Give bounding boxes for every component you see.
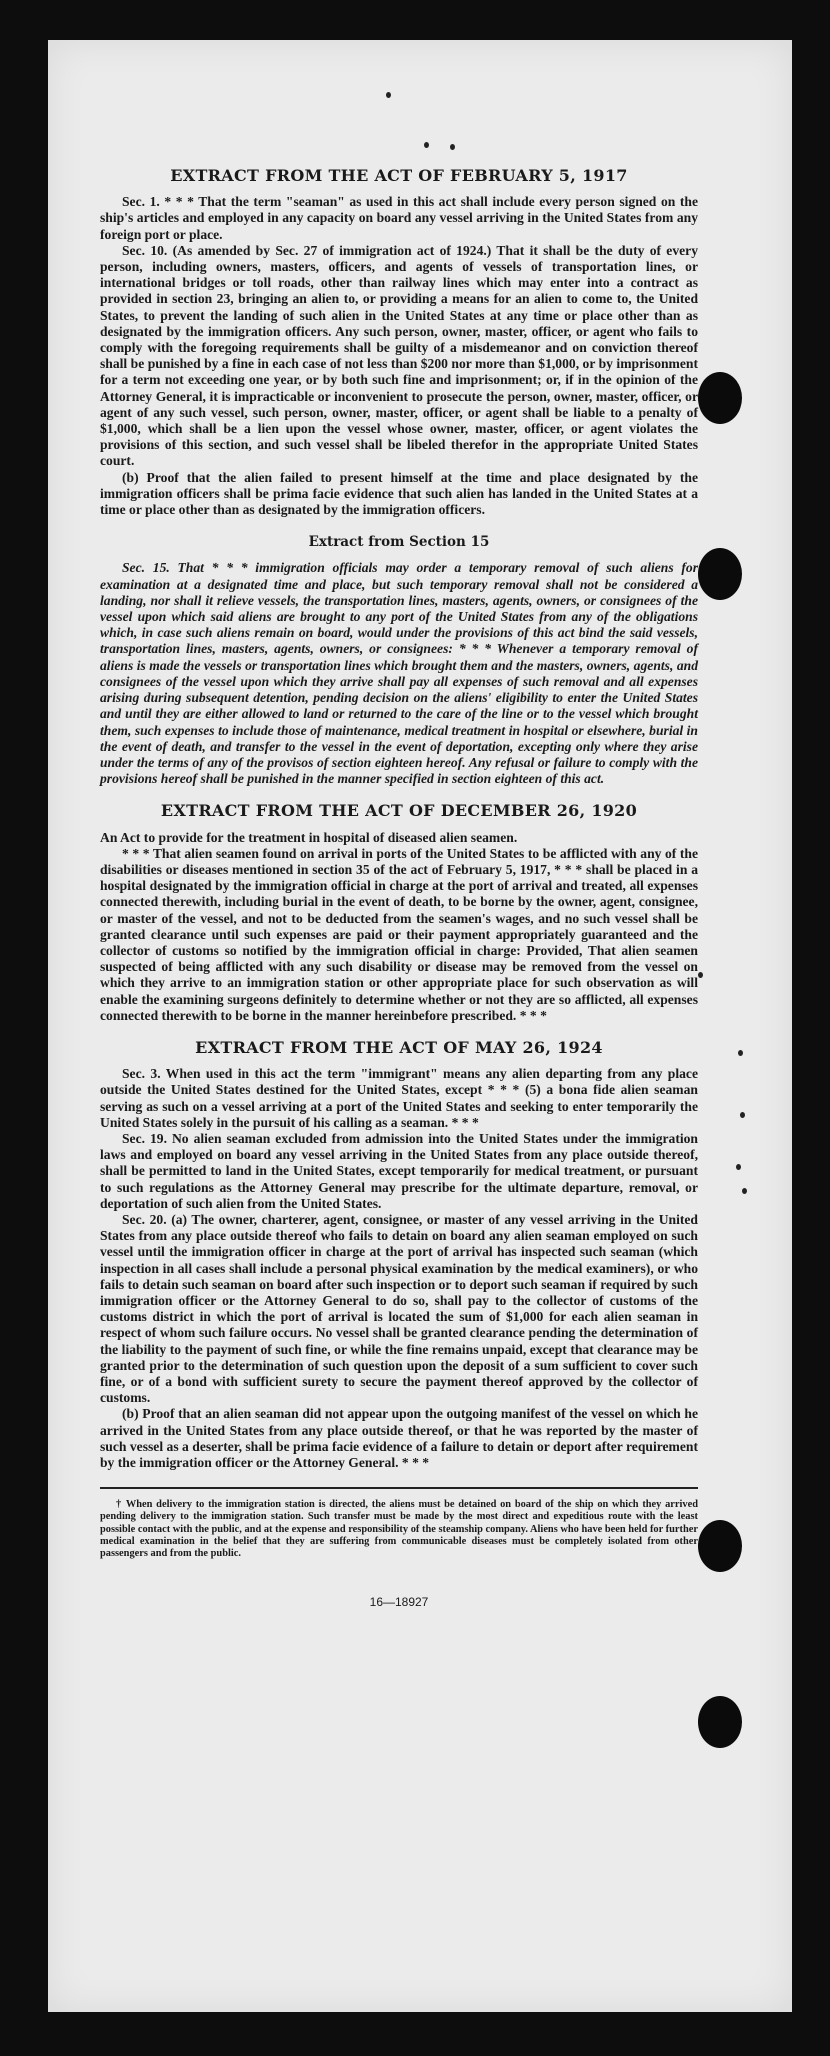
paragraph: (b) Proof that an alien seaman did not appear upon the outgoing manifest of the vessel on which he arrived in the United States from any place outside thereof, or that he was reported by the master of such vessel as a deserter, shall be prima facie evidence of a failure to detain or deport after requirement by the immigration officer or the Attorney General. * * * [100,1406,698,1471]
paragraph: Sec. 19. No alien seaman excluded from admission into the United States under the immigration laws and employed on board any vessel arriving in the United States from any place outside thereof, shall be permitted to land in the United States, except temporarily for medical treatment, or pursuant to such regulations as the Attorney General may prescribe for the ultimate departure, removal, or deportation of such alien from the United States. [100,1130,698,1211]
punch-hole [698,1520,742,1572]
section-act-1924 [100,1037,698,1471]
section-heading: EXTRACT FROM THE ACT OF MAY 26, 1924 [195,1037,603,1057]
footnote: † When delivery to the immigration station is directed, the aliens must be detained on board of the ship on which they arrived pending delivery to the immigration station. Such transfer must be made by the most direct and expeditious route with the least possible contact with the public, and at the expense and responsibility of the steamship company. Aliens who have been held for further medical examination in the belief that they are suffering from communicable diseases must be completely isolated from other passengers and from the public. [100,1499,698,1560]
footnote-divider [100,1487,698,1489]
ink-speck [424,142,429,148]
ink-speck [698,972,703,978]
ink-speck [450,144,455,150]
punch-hole [698,372,742,424]
page-number: 16—18927 [369,1595,429,1610]
ink-speck [736,1164,741,1170]
section-heading: EXTRACT FROM THE ACT OF DECEMBER 26, 1920 [160,801,638,821]
ink-speck [742,1188,747,1194]
punch-hole [698,1696,742,1748]
paragraph: Sec. 1. * * * That the term "seaman" as used in this act shall include every person signed on the ship's articles and employed in any capacity on board any vessel arriving in the United States from any foreign port or place. [100,194,698,242]
section-extract-15 [100,534,698,787]
paragraph: (b) Proof that the alien failed to present himself at the time and place designated by the immigration officers shall be prima facie evidence that such alien has landed in the United States at a time or place other than as designated by the immigration officers. [100,469,698,518]
punch-hole [698,548,742,600]
paragraph: * * * That alien seamen found on arrival in ports of the United States to be afflicted with any of the disabilities or diseases mentioned in section 35 of the act of February 5, 1917, * * * shall be placed in a hospital designated by the immigration official in charge at the port of arrival and treated, all expenses connected therewith, including burial in the event of death, to be borne by the owner, agent, consignee, or master of the vessel, and not to be deducted from the seamen's wages, and no such vessel shall be granted clearance until such expenses are paid or their payment appropriately guaranteed and the collector of customs so notified by the immigration official in charge: Provided, That alien seamen suspected of being afflicted with any such disability or disease may be removed from the vessel on which they arrive to an immigration station or other appropriate place for such observation as will enable the examining surgeons definitely to determine whether or not they are so afflicted, all expenses connected therewith to be borne in the manner hereinbefore prescribed. * * * [100,845,698,1023]
paragraph: Sec. 20. (a) The owner, charterer, agent, consignee, or master of any vessel arriving in the United States from any place outside thereof who fails to detain on board any alien seaman employed on such vessel until the immigration officer in charge at the port of arrival has inspected such seaman (which inspection in all cases shall include a personal physical examination by the medical examiners), or who fails to detain such seaman on board after such inspection or to deport such seaman if required by such immigration officer or the Attorney General to do so, shall pay to the collector of customs of the customs district in which the port of arrival is located the sum of $1,000 for each alien seaman in respect of whom such failure occurs. No vessel shall be granted clearance pending the determination of the liability to the payment of such fine, or while the fine remains unpaid, except that clearance may be granted prior to the determination of such question upon the deposit of a sum sufficient to cover such fine, or of a bond with sufficient surety to secure the payment thereof approved by the collector of customs. [100,1211,698,1406]
paragraph: An Act to provide for the treatment in hospital of diseased alien seamen. [100,829,518,845]
ink-speck [738,1050,743,1056]
paragraph: Sec. 15. That * * * immigration officials may order a temporary removal of such aliens for examination at a designated time and place, but such temporary removal shall not be considered a landing, nor shall it relieve vessels, the transportation lines, masters, agents, owners, or consignees of the vessel upon which said aliens are brought to any port of the United States from any of the obligations which, in case such aliens remain on board, would under the provisions of this act bind the said vessels, transportation lines, masters, agents, owners, or consignees: * * * Whenever a temporary removal of aliens is made the vessels or transportation lines which brought them and the masters, owners, agents, and consignees of the vessel upon which they arrive shall pay all expenses of such removal and all expenses arising during subsequent detention, pending decision on the aliens' eligibility to enter the United States and until they are either allowed to land or returned to the care of the line or to the vessel which brought them, such expenses to include those of maintenance, medical treatment in hospital or elsewhere, burial in the event of death, and transfer to the vessel in the event of deportation, excepting only where they arise under the terms of any of the provisos of section eighteen hereof. Any refusal or failure to comply with the provisions hereof shall be punished in the manner specified in section eighteen of this act. [100,560,698,787]
section-subheading: Extract from Section 15 [308,534,490,551]
section-act-1920 [100,803,698,1024]
document-page [100,168,698,1610]
paragraph: Sec. 10. (As amended by Sec. 27 of immigration act of 1924.) That it shall be the duty of every person, including owners, masters, officers, and agents of vessels of transportation lines, or international bridges or toll roads, other than railway lines which may enter into a contract as provided in section 23, bringing an alien to, or providing a means for an alien to come to, the United States, to prevent the landing of such alien in the United States at any time or place other than as designated by the immigration officers. Any such person, owner, master, officer, or agent who fails to comply with the foregoing requirements shall be guilty of a misdemeanor and on conviction thereof shall be punished by a fine in each case of not less than $200 nor more than $1,000, or by imprisonment for a term not exceeding one year, or by both such fine and imprisonment; or, if in the opinion of the Attorney General, it is impracticable or inconvenient to prosecute the person, owner, master, officer, or agent of any such vessel, such person, owner, master, officer, or agent shall be liable to a penalty of $1,000, which shall be a lien upon the vessel whose owner, master, officer, or agent violates the provisions of this section, and such vessel shall be libeled therefor in the appropriate United States court. [100,242,698,469]
section-act-1917 [100,168,698,518]
ink-speck [740,1112,745,1118]
section-heading: EXTRACT FROM THE ACT OF FEBRUARY 5, 1917 [170,166,628,185]
paragraph: Sec. 3. When used in this act the term "immigrant" means any alien departing from any place outside the United States destined for the United States, except * * * (5) a bona fide alien seaman serving as such on a vessel arriving at a port of the United States and seeking to enter temporarily the United States solely in the pursuit of his calling as a seaman. * * * [100,1066,698,1130]
ink-speck [386,92,391,98]
